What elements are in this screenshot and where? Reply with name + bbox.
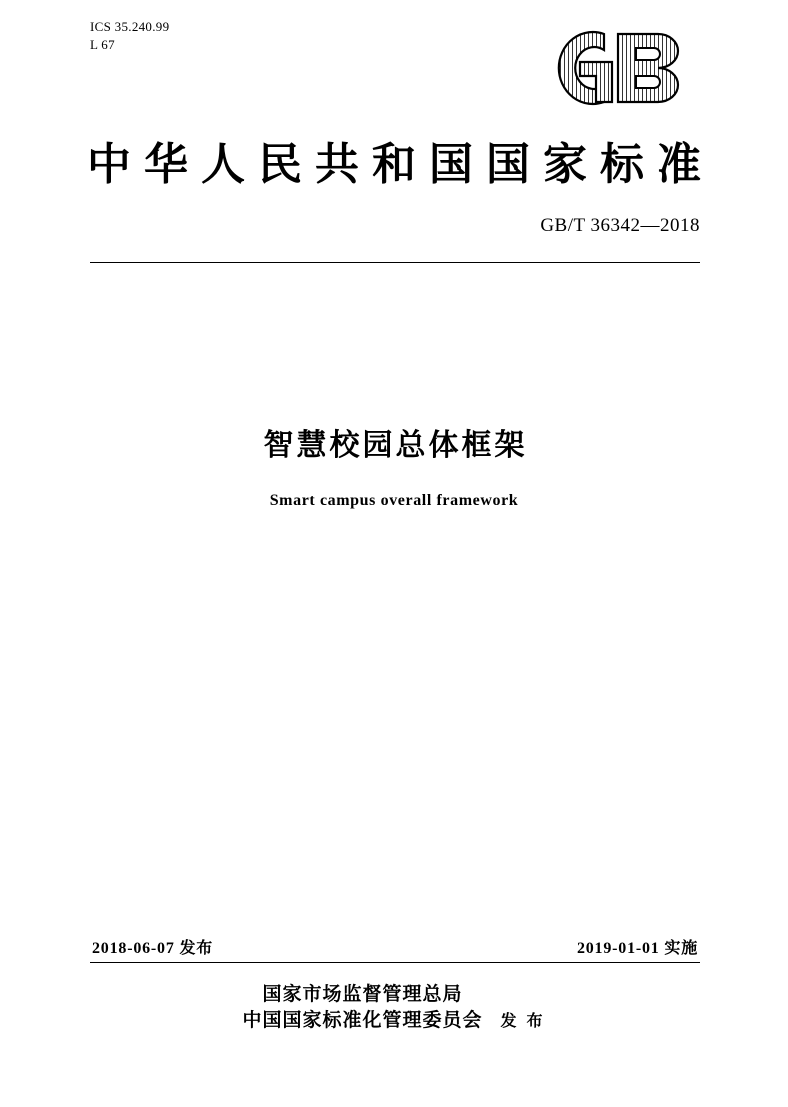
document-title-english: Smart campus overall framework (269, 492, 519, 509)
publisher-line-1: 国家市场监督管理总局 (262, 984, 463, 1005)
publish-verb: 发 布 (500, 1013, 546, 1031)
divider-bottom (90, 962, 700, 963)
publisher-block (0, 982, 788, 1033)
ics-code: ICS 35.240.99 (90, 19, 170, 34)
page-title: 中华人民共和国国家标准 (87, 140, 714, 189)
effective-date: 2019-01-01 实施 (576, 940, 698, 957)
divider-top (90, 262, 700, 263)
issue-date: 2018-06-07 发布 (92, 940, 214, 957)
publisher-line-2: 中国国家标准化管理委员会 (242, 1009, 483, 1031)
ics-classification (90, 18, 169, 53)
gb-logo-icon (540, 24, 700, 110)
publisher-names (242, 982, 482, 1033)
document-title-chinese: 智慧校园总体框架 (263, 429, 528, 462)
ccs-code: L 67 (90, 36, 115, 52)
standard-number: GB/T 36342—2018 (540, 215, 700, 236)
